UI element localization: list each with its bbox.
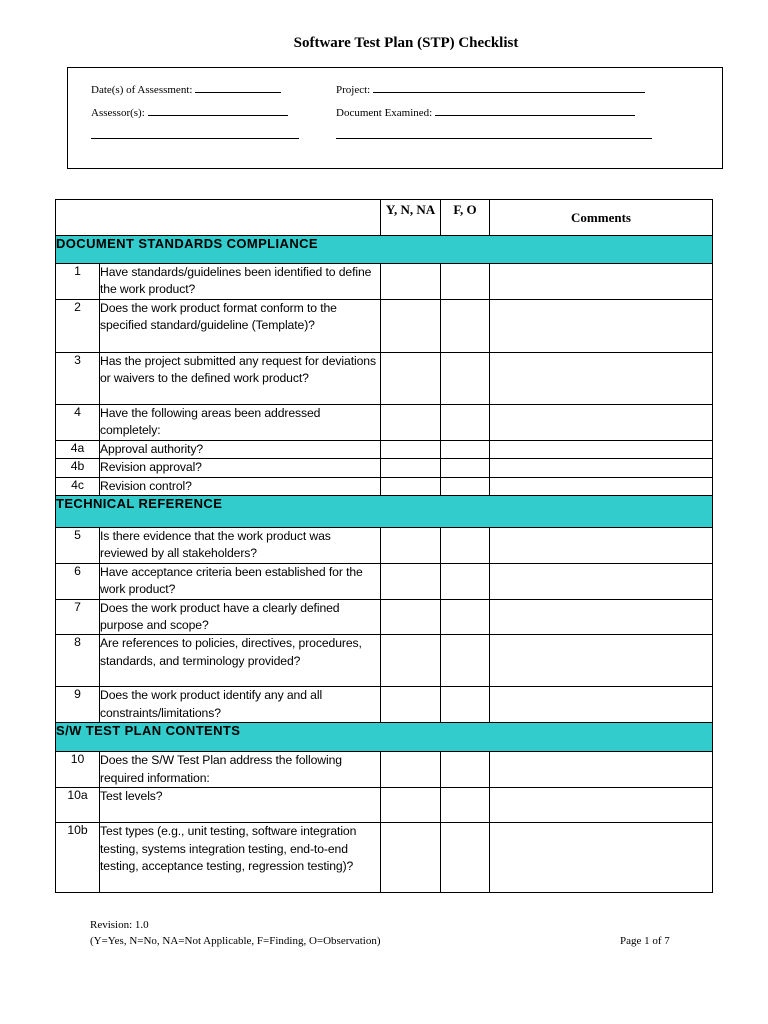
dates-of-assessment-blank[interactable] — [195, 82, 281, 93]
comments-cell[interactable] — [490, 788, 713, 823]
ynna-cell[interactable] — [381, 353, 441, 405]
table-row — [56, 599, 713, 635]
header-comments: Comments — [490, 200, 713, 236]
item-number: 10 — [56, 752, 100, 788]
table-row — [56, 823, 713, 893]
item-question: Have the following areas been addressed completely: — [100, 405, 381, 441]
comments-cell[interactable] — [490, 687, 713, 723]
table-row — [56, 459, 713, 477]
section-row — [56, 723, 713, 752]
item-question: Have acceptance criteria been established for the work product? — [100, 563, 381, 599]
ynna-cell[interactable] — [381, 599, 441, 635]
item-number: 4c — [56, 477, 100, 495]
header-blank-cell — [56, 200, 381, 236]
item-question: Test levels? — [100, 788, 381, 823]
project-field[interactable] — [336, 82, 645, 96]
item-number: 2 — [56, 300, 100, 353]
item-question: Does the S/W Test Plan address the following required information: — [100, 752, 381, 788]
table-row — [56, 353, 713, 405]
header-row — [56, 200, 713, 236]
item-number: 10b — [56, 823, 100, 893]
fo-cell[interactable] — [441, 823, 490, 893]
item-question: Does the work product identify any and all constraints/limitations? — [100, 687, 381, 723]
fo-cell[interactable] — [441, 528, 490, 564]
table-row — [56, 440, 713, 458]
item-number: 7 — [56, 599, 100, 635]
table-row — [56, 300, 713, 353]
ynna-cell[interactable] — [381, 440, 441, 458]
item-number: 3 — [56, 353, 100, 405]
item-number: 9 — [56, 687, 100, 723]
item-number: 4a — [56, 440, 100, 458]
comments-cell[interactable] — [490, 440, 713, 458]
assessors-blank[interactable] — [148, 105, 288, 116]
item-question: Is there evidence that the work product was reviewed by all stakeholders? — [100, 528, 381, 564]
project-blank[interactable] — [373, 82, 645, 93]
fo-cell[interactable] — [441, 353, 490, 405]
assessors-field[interactable] — [91, 105, 288, 119]
item-question: Does the work product format conform to the specified standard/guideline (Template)? — [100, 300, 381, 353]
item-question: Are references to policies, directives, procedures, standards, and terminology provided? — [100, 635, 381, 687]
item-number: 5 — [56, 528, 100, 564]
ynna-cell[interactable] — [381, 823, 441, 893]
ynna-cell[interactable] — [381, 405, 441, 441]
checklist-table — [55, 199, 713, 893]
fo-cell[interactable] — [441, 635, 490, 687]
fo-cell[interactable] — [441, 563, 490, 599]
table-row — [56, 563, 713, 599]
ynna-cell[interactable] — [381, 788, 441, 823]
comments-cell[interactable] — [490, 300, 713, 353]
dates-of-assessment-label: Date(s) of Assessment: — [91, 84, 193, 96]
section-row — [56, 236, 713, 264]
item-question: Have standards/guidelines been identified to define the work product? — [100, 264, 381, 300]
table-row — [56, 528, 713, 564]
comments-cell[interactable] — [490, 635, 713, 687]
fo-cell[interactable] — [441, 405, 490, 441]
comments-cell[interactable] — [490, 528, 713, 564]
assessors-extra-blank[interactable] — [91, 138, 299, 139]
fo-cell[interactable] — [441, 752, 490, 788]
fo-cell[interactable] — [441, 599, 490, 635]
ynna-cell[interactable] — [381, 477, 441, 495]
item-number: 4 — [56, 405, 100, 441]
item-question: Approval authority? — [100, 440, 381, 458]
item-number: 4b — [56, 459, 100, 477]
assessors-label: Assessor(s): — [91, 107, 145, 119]
legend-text: (Y=Yes, N=No, NA=Not Applicable, F=Finding, O=Observation) — [90, 935, 381, 947]
fo-cell[interactable] — [441, 459, 490, 477]
item-number: 8 — [56, 635, 100, 687]
item-question: Test types (e.g., unit testing, software integration testing, systems integration testing, end-to-end testing, acceptance testing, regression testing)? — [100, 823, 381, 893]
ynna-cell[interactable] — [381, 528, 441, 564]
table-row — [56, 752, 713, 788]
assessment-info-box — [67, 67, 723, 169]
section-row — [56, 496, 713, 528]
comments-cell[interactable] — [490, 477, 713, 495]
fo-cell[interactable] — [441, 440, 490, 458]
ynna-cell[interactable] — [381, 687, 441, 723]
ynna-cell[interactable] — [381, 300, 441, 353]
revision-label: Revision: 1.0 — [90, 919, 149, 931]
ynna-cell[interactable] — [381, 459, 441, 477]
table-row — [56, 635, 713, 687]
comments-cell[interactable] — [490, 823, 713, 893]
item-question: Revision control? — [100, 477, 381, 495]
comments-cell[interactable] — [490, 264, 713, 300]
item-number: 10a — [56, 788, 100, 823]
fo-cell[interactable] — [441, 687, 490, 723]
header-fo: F, O — [441, 200, 490, 236]
ynna-cell[interactable] — [381, 635, 441, 687]
document-examined-blank[interactable] — [435, 105, 635, 116]
table-row — [56, 405, 713, 441]
section-title-document-standards: DOCUMENT STANDARDS COMPLIANCE — [56, 236, 713, 264]
comments-cell[interactable] — [490, 459, 713, 477]
document-examined-field[interactable] — [336, 105, 635, 119]
table-row — [56, 477, 713, 495]
table-row — [56, 788, 713, 823]
comments-cell[interactable] — [490, 353, 713, 405]
comments-cell[interactable] — [490, 563, 713, 599]
document-extra-blank[interactable] — [336, 138, 652, 139]
document-title: Software Test Plan (STP) Checklist — [293, 35, 519, 51]
item-number: 6 — [56, 563, 100, 599]
ynna-cell[interactable] — [381, 264, 441, 300]
section-title-technical-reference: TECHNICAL REFERENCE — [56, 496, 713, 528]
ynna-cell[interactable] — [381, 752, 441, 788]
item-question: Revision approval? — [100, 459, 381, 477]
fo-cell[interactable] — [441, 788, 490, 823]
table-row — [56, 687, 713, 723]
fo-cell[interactable] — [441, 300, 490, 353]
item-question: Has the project submitted any request for deviations or waivers to the defined work product? — [100, 353, 381, 405]
project-label: Project: — [336, 84, 371, 96]
comments-cell[interactable] — [490, 599, 713, 635]
comments-cell[interactable] — [490, 752, 713, 788]
header-ynna: Y, N, NA — [381, 200, 441, 236]
fo-cell[interactable] — [441, 477, 490, 495]
ynna-cell[interactable] — [381, 563, 441, 599]
table-row — [56, 264, 713, 300]
page-number: Page 1 of 7 — [620, 935, 670, 947]
fo-cell[interactable] — [441, 264, 490, 300]
document-examined-label: Document Examined: — [336, 107, 433, 119]
section-title-sw-test-plan-contents: S/W TEST PLAN CONTENTS — [56, 723, 713, 752]
comments-cell[interactable] — [490, 405, 713, 441]
dates-of-assessment-field[interactable] — [91, 82, 281, 96]
item-number: 1 — [56, 264, 100, 300]
item-question: Does the work product have a clearly defined purpose and scope? — [100, 599, 381, 635]
